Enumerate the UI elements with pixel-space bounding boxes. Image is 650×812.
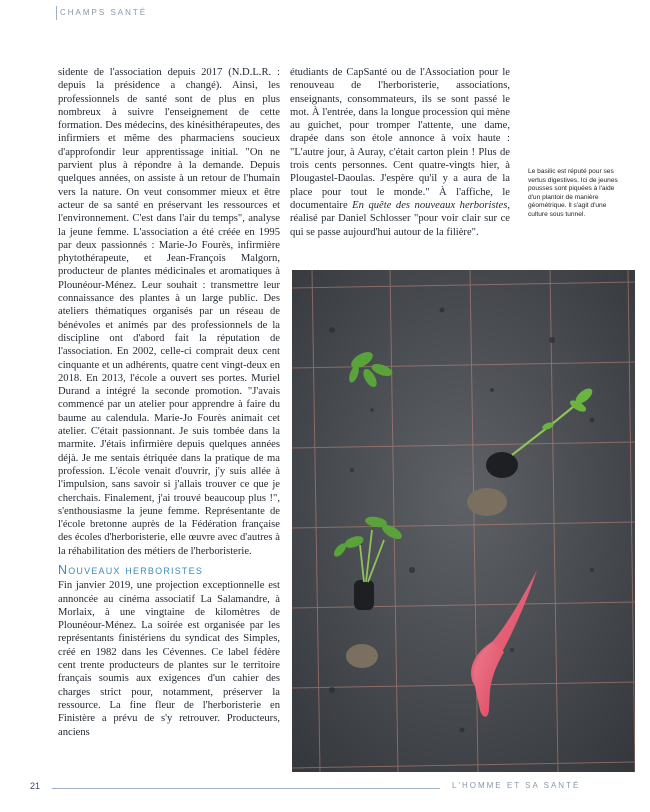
paragraph-text: étudiants de CapSanté ou de l'Association pour le renouveau de l'herboristerie, associations, enseignants, consommateurs, ils se sont passé le mot. À l'entrée, dans la longue procession qui mène au guichet, pour tromper l'attente, une dame, drapée dans son étole annonce à voix haute : "L'autre jour, à Auray, c'était carton plein ! Plus de trois cents personnes. Cent quatre-vingts hier, à Plougastel-Daoulas. J'espère qu'il y a aura de la place pour tout le monde." À l'affiche, le documentaire bbox=[290, 67, 510, 211]
paragraph-text-end: , réalisé par Daniel Schlosser "pour voir clair sur ce qui se passe aujourd'hui autour de la filière". bbox=[290, 199, 510, 238]
running-head: CHAMPS SANTÉ bbox=[60, 8, 148, 17]
soil-background bbox=[292, 270, 635, 772]
page-number: 21 bbox=[30, 781, 41, 791]
article-paragraph: sidente de l'association depuis 2017 (N.D.L.R. : depuis la présidence a changé). Ainsi, les professionnels de santé sont de plus en plus nombreux à suivre l'enseignement de cette formation. Des médecins, des kinésithérapeutes, des infirmiers et même des pharmaciens soucieux d'approfondir leur apprentissage initial. "On ne parvient plus à répondre à la demande. Depuis quelques années, on assiste à un retour de l'humain vers la nature. On veut consommer mieux et être acteur de sa santé en préservant les ressources et l'environnement. C'est dans l'air du temps", analyse la jeune femme. L'association a été créée en 1995 par deux passionnés : Marie-Jo Fourès, infirmière phytothérapeute, et Jean-François Malgorn, producteur de plantes médicinales et aromatiques à Plounéour-Ménez. Leur souhait : transmettre leur connaissance des plantes à un large public. Des ateliers thématiques organisés par un réseau de bénévoles et animés par des professionnels de la discipline ont d'abord fait la réputation de l'association. En 2002, celle-ci comprait deux cent cinquante et un adhérents, quatre cent vingt-deux en 2018. En 2013, l'école a ouvert ses portes. Muriel Durand a intégré la seconde promotion. "J'avais commencé par un atelier pour apprendre à faire du baume au calendula. Marie-Jo Fourès animait cet atelier. C'était passionnant. Je suis tombée dans la marmite. J'étais infirmière depuis quelques années déjà. Je me sentais étriquée dans la pratique de ma profession. L'école venait d'ouvrir, j'y suis allée à l'impulsion, sans savoir si j'allais trouver ce que je cherchais. Finalement, j'ai trouvé beaucoup plus !", s'enthousiasme la jeune femme. Représentante de l'école bretonne auprès de la Fédération française des écoles d'herboristerie, elle œuvre avec d'autres à la réhabilitation des métiers de l'herboristerie. bbox=[58, 67, 280, 557]
footer-magazine-title: L'HOMME ET SA SANTÉ bbox=[452, 781, 581, 790]
article-column-left bbox=[58, 66, 280, 772]
photo-illustration bbox=[292, 270, 635, 772]
article-paragraph bbox=[290, 66, 510, 239]
article-paragraph: Fin janvier 2019, une projection exceptionnelle est annoncée au cinéma associatif La Salamandre, à Morlaix, à une vingtaine de kilomètres de Plounéour-Ménez. La soirée est organisée par les représentants finistériens du syndicat des Simples, créé en 1982 dans les Cévennes. Ce label fédère cent trente producteurs de plantes sur le territoire français soumis aux exigences d'un cahier des charges strict pour, notamment, préserver la ressource. La fine fleur de l'herboristerie en Finistère a prévu de s'y retrouver. Producteurs, anciens bbox=[58, 580, 280, 738]
article-column-middle bbox=[290, 66, 510, 246]
photo-caption: Le basilic est réputé pour ses vertus digestives. Ici de jeunes pousses sont piquées à l'aide d'un plantoir de manière géométrique. Il s'agit d'une culture sous tunnel. bbox=[528, 168, 618, 218]
soil-clump bbox=[346, 644, 378, 668]
soil-clump bbox=[467, 488, 507, 516]
footer-rule bbox=[52, 788, 440, 789]
film-title: En quête des nouveaux herboristes bbox=[352, 199, 508, 211]
section-subheading: Nouveaux herboristes bbox=[58, 562, 204, 577]
basil-seedling-photo bbox=[292, 270, 635, 772]
